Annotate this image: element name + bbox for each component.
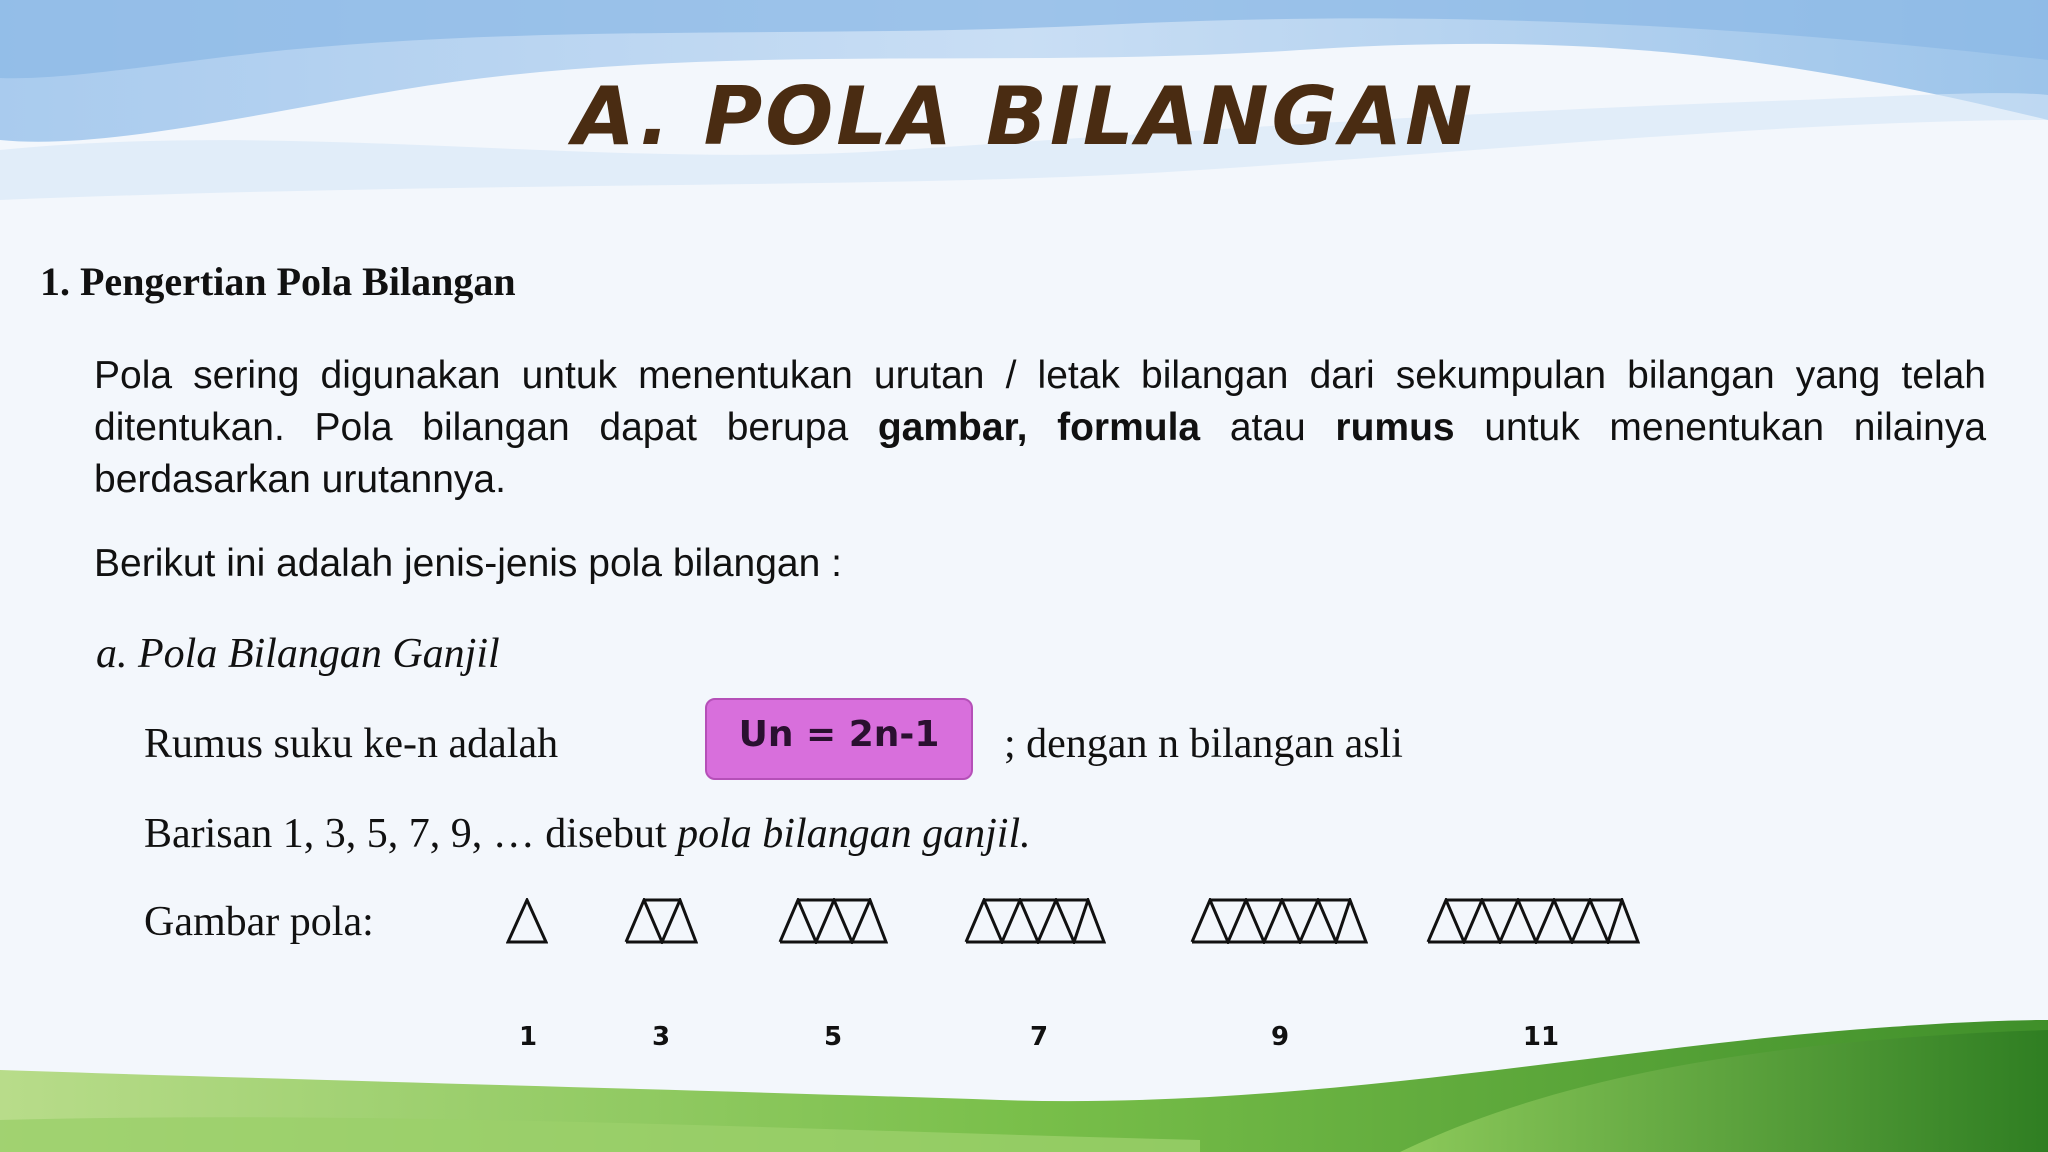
paragraph-text-3: untuk menentukan nilainya berdasarkan urutannya.: [94, 406, 1987, 501]
triangle-pattern-3: [624, 898, 698, 944]
triangle-pattern-11: [1426, 898, 1640, 944]
pattern-label: Gambar pola:: [144, 899, 374, 945]
formula-text: Un = 2n-1: [738, 714, 940, 755]
paragraph-text-1: Pola sering digunakan untuk menentukan urutan / letak bilangan dari sekumpulan bilangan yang telah ditentukan. Pola bilangan dapat berupa: [94, 354, 1986, 449]
sequence-text: Barisan 1, 3, 5, 7, 9, … disebut: [144, 811, 678, 857]
paragraph-text-2: atau: [1200, 406, 1336, 449]
pattern-number-11: 11: [1522, 1022, 1560, 1052]
paragraph-bold-1: gambar, formula: [877, 406, 1201, 449]
subsection-heading: a. Pola Bilangan Ganjil: [96, 631, 500, 677]
pattern-number-9: 9: [1270, 1022, 1290, 1052]
pattern-number-5: 5: [823, 1022, 843, 1052]
sequence-italic: pola bilangan ganjil.: [677, 811, 1031, 857]
triangle-pattern-9: [1190, 898, 1368, 944]
formula-suffix: ; dengan n bilangan asli: [1004, 721, 1403, 767]
triangle-pattern-5: [778, 898, 888, 944]
pattern-number-1: 1: [518, 1022, 538, 1052]
intro-text: Berikut ini adalah jenis-jenis pola bilangan :: [94, 542, 842, 585]
definition-paragraph: [94, 350, 1986, 506]
pattern-number-7: 7: [1029, 1022, 1049, 1052]
paragraph-bold-2: rumus: [1335, 406, 1455, 449]
pattern-number-3: 3: [651, 1022, 671, 1052]
triangle-pattern-7: [964, 898, 1106, 944]
sequence-line: [144, 810, 1031, 858]
slide-title: A. POLA BILANGAN: [572, 70, 1476, 163]
section-heading: 1. Pengertian Pola Bilangan: [40, 259, 516, 304]
triangle-pattern-1: [506, 898, 548, 944]
formula-prefix: Rumus suku ke-n adalah: [144, 721, 559, 767]
formula-box: [705, 698, 973, 780]
